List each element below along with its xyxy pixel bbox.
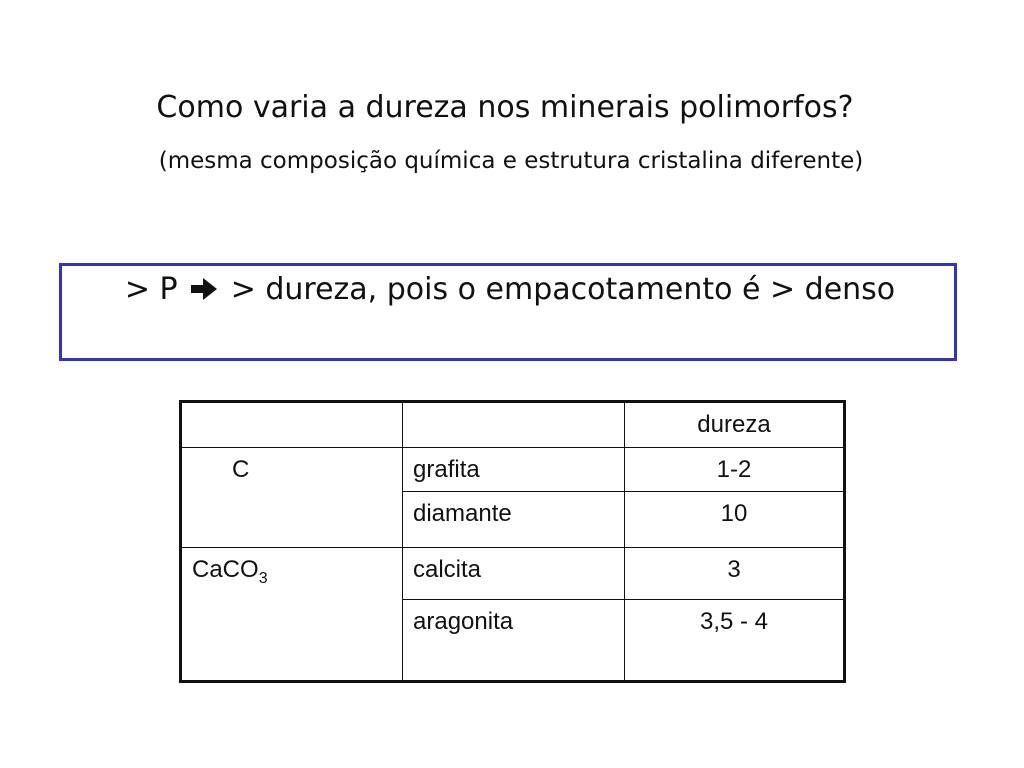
hardness-cell: 1-2: [625, 448, 845, 492]
hardness-cell: 3: [625, 548, 845, 600]
slide-subtitle: (mesma composição química e estrutura cristalina diferente): [158, 148, 864, 174]
table-row: [181, 548, 845, 600]
table-header-row: [181, 402, 845, 448]
hardness-cell: 3,5 - 4: [625, 600, 845, 682]
hardness-cell: 10: [625, 492, 845, 548]
composition-formula: CaCO: [192, 556, 259, 583]
slide-title: Como varia a dureza nos minerais polimorfos?: [156, 90, 854, 125]
mineral-cell: diamante: [403, 492, 625, 548]
header-cell-composition: [181, 402, 403, 448]
composition-cell: [181, 548, 403, 682]
header-cell-mineral: [403, 402, 625, 448]
hardness-table: [179, 400, 846, 683]
highlight-suffix: > dureza, pois o empacotamento é > denso: [230, 272, 896, 307]
header-cell-hardness: dureza: [625, 402, 845, 448]
highlight-statement: [95, 270, 925, 310]
mineral-cell: grafita: [403, 448, 625, 492]
bold-right-arrow-icon: [189, 276, 219, 302]
table-row: [181, 448, 845, 492]
mineral-cell: aragonita: [403, 600, 625, 682]
mineral-cell: calcita: [403, 548, 625, 600]
highlight-prefix: > P: [124, 272, 178, 307]
composition-subscript: 3: [258, 569, 268, 587]
composition-cell: C: [181, 448, 403, 548]
